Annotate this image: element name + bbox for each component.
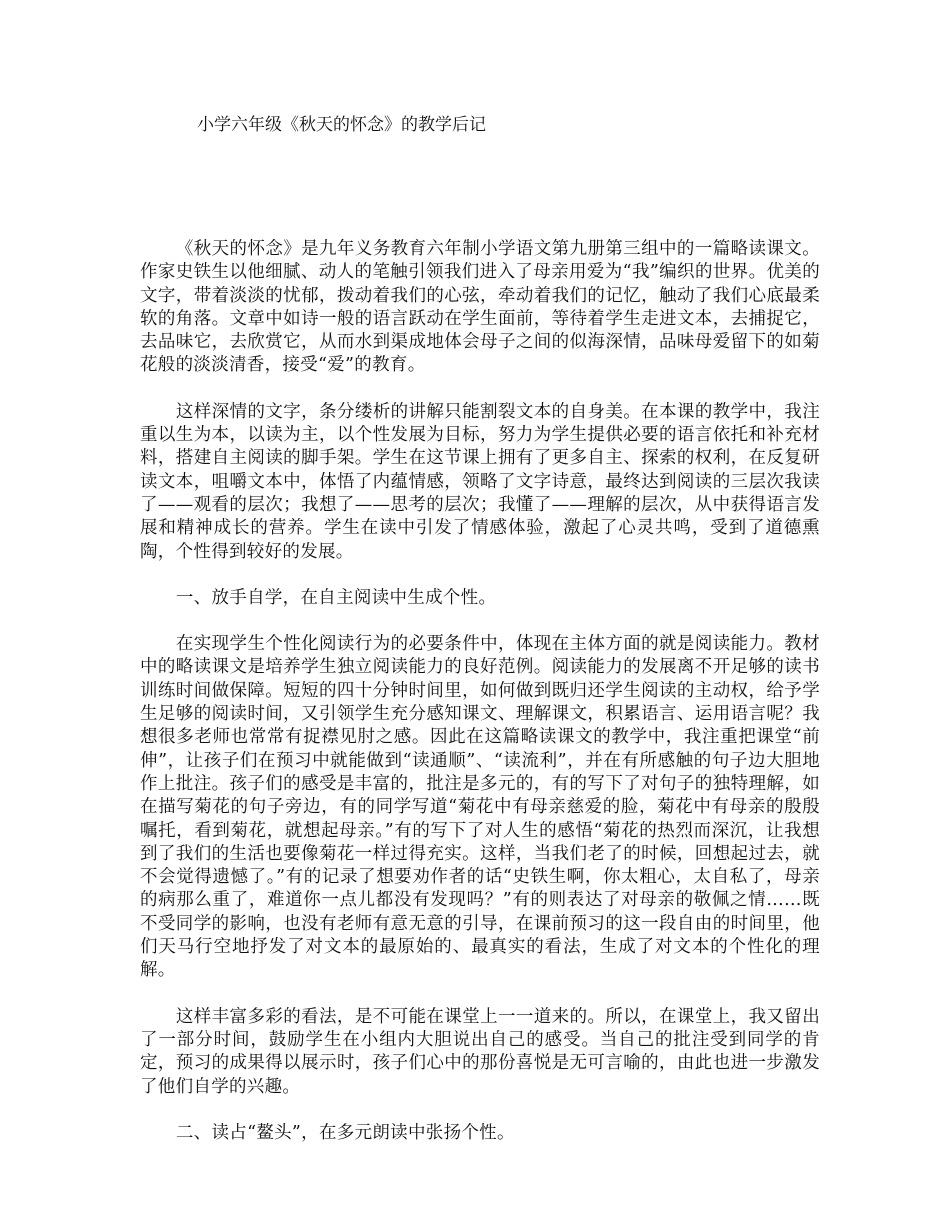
paragraph-group-sharing: 这样丰富多彩的看法，是不可能在课堂上一一道来的。所以，在课堂上，我又留出了一部分时间，鼓励学生在小组内大胆说出自己的感受。当自己的批注受到同学的肯定，预习的成果得以展示时，孩子们心中的那份喜悦是无可言喻的，由此也进一步激发了他们自学的兴趣。 (140, 1006, 820, 1097)
paragraph-approach: 这样深情的文字，条分缕析的讲解只能割裂文本的自身美。在本课的教学中，我注重以生为本，以读为主，以个性发展为目标，努力为学生提供必要的语言依托和补充材料，搭建自主阅读的脚手架。学生在这节课上拥有了更多自主、探索的权利，在反复研读文本，咀嚼文本中，体悟了内蕴情感，领略了文字诗意，最终达到阅读的三层次我读了——观看的层次；我想了——思考的层次；我懂了——理解的层次，从中获得语言发展和精神成长的营养。学生在读中引发了情感体验，激起了心灵共鸣，受到了道德熏陶，个性得到较好的发展。 (140, 401, 820, 562)
document-title: 小学六年级《秋天的怀念》的教学后记 (197, 115, 486, 135)
paragraph-self-study: 在实现学生个性化阅读行为的必要条件中，体现在主体方面的就是阅读能力。教材中的略读课文是培养学生独立阅读能力的良好范例。阅读能力的发展离不开足够的读书训练时间做保障。短短的四十分钟时间里，如何做到既归还学生阅读的主动权，给予学生足够的阅读时间，又引领学生充分感知课文、理解课文，积累语言、运用语言呢？我想很多老师也常常有捉襟见肘之感。因此在这篇略读课文的教学中，我注重把课堂“前伸”，让孩子们在预习中就能做到“读通顺”、“读流利”，并在有所感触的句子边大胆地作上批注。孩子们的感受是丰富的，批注是多元的，有的写下了对句子的独特理解，如在描写菊花的句子旁边，有的同学写道“菊花中有母亲慈爱的脸，菊花中有母亲的殷殷嘱托，看到菊花，就想起母亲。”有的写下了对人生的感悟“菊花的热烈而深沉，让我想到了我们的生活也要像菊花一样过得充实。这样，当我们老了的时候，回想起过去，就不会觉得遗憾了。”有的记录了想要劝作者的话“史铁生啊，你太粗心，太自私了，母亲的病那么重了，难道你一点儿都没有发现吗？”有的则表达了对母亲的敬佩之情……既不受同学的影响，也没有老师有意无意的引导，在课前预习的这一段自由的时间里，他们天马行空地抒发了对文本的最原始的、最真实的看法，生成了对文本的个性化的理解。 (140, 634, 820, 981)
paragraph-intro: 《秋天的怀念》是九年义务教育六年制小学语文第九册第三组中的一篇略读课文。作家史铁生以他细腻、动人的笔触引领我们进入了母亲用爱为“我”编织的世界。优美的文字，带着淡淡的忧郁，拨动着我们的心弦，牵动着我们的记忆，触动了我们心底最柔软的角落。文章中如诗一般的语言跃动在学生面前，等待着学生走进文本，去捕捉它，去品味它，去欣赏它，从而水到渠成地体会母子之间的似海深情，品味母爱留下的如菊花般的淡淡清香，接受“爱”的教育。 (140, 239, 820, 376)
section-heading-2: 二、读占“鳌头”，在多元朗读中张扬个性。 (175, 1122, 515, 1143)
section-heading-1: 一、放手自学，在自主阅读中生成个性。 (175, 587, 497, 608)
document-body (140, 238, 820, 1168)
